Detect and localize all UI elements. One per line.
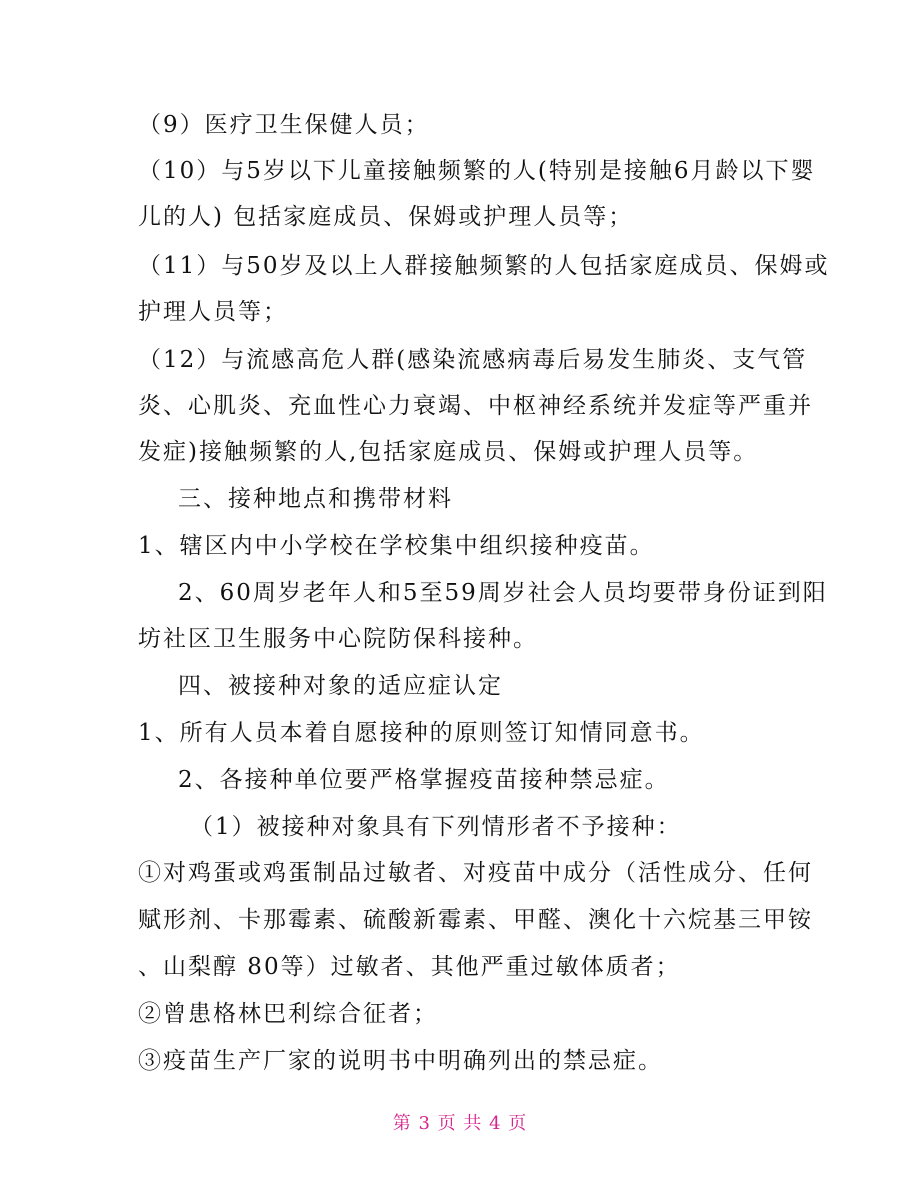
text-line: 2、60周岁老年人和5至59周岁社会人员均要带身份证到阳 [178,580,828,606]
text-line: 发症)接触频繁的人,包括家庭成员、保姆或护理人员等。 [138,439,759,465]
section-heading: 四、被接种对象的适应症认定 [178,673,503,699]
text-line: 赋形剂、卡那霉素、硫酸新霉素、甲醛、澳化十六烷基三甲铵 [138,907,813,933]
text-line: 1、辖区内中小学校在学校集中组织接种疫苗。 [138,533,655,559]
text-line: ①对鸡蛋或鸡蛋制品过敏者、对疫苗中成分（活性成分、任何 [138,860,813,886]
text-line: ②曾患格林巴利综合征者； [138,1001,438,1027]
text-line: （1）被接种对象具有下列情形者不予接种： [190,814,682,840]
text-line: 炎、心肌炎、充血性心力衰竭、中枢神经系统并发症等严重并 [138,393,813,419]
text-line: （11）与50岁及以上人群接触频繁的人包括家庭成员、保姆或 [138,253,830,279]
text-line: 坊社区卫生服务中心院防保科接种。 [138,626,538,652]
text-line: 1、所有人员本着自愿接种的原则签订知情同意书。 [138,720,705,746]
text-line: 2、各接种单位要严格掌握疫苗接种禁忌症。 [178,767,670,793]
text-line: （9）医疗卫生保健人员； [138,112,430,138]
text-line: ③疫苗生产厂家的说明书中明确列出的禁忌症。 [138,1048,663,1074]
text-line: 儿的人) 包括家庭成员、保姆或护理人员等； [138,204,634,230]
page-number: 第 3 页 共 4 页 [392,1113,528,1134]
text-line: 、山梨醇 80等）过敏者、其他严重过敏体质者； [138,954,681,980]
text-line: （10）与5岁以下儿童接触频繁的人(特别是接触6月龄以下婴 [138,158,816,184]
text-line: 护理人员等； [138,299,288,325]
section-heading: 三、接种地点和携带材料 [178,486,453,512]
text-line: （12）与流感高危人群(感染流感病毒后易发生肺炎、支气管 [138,347,808,373]
